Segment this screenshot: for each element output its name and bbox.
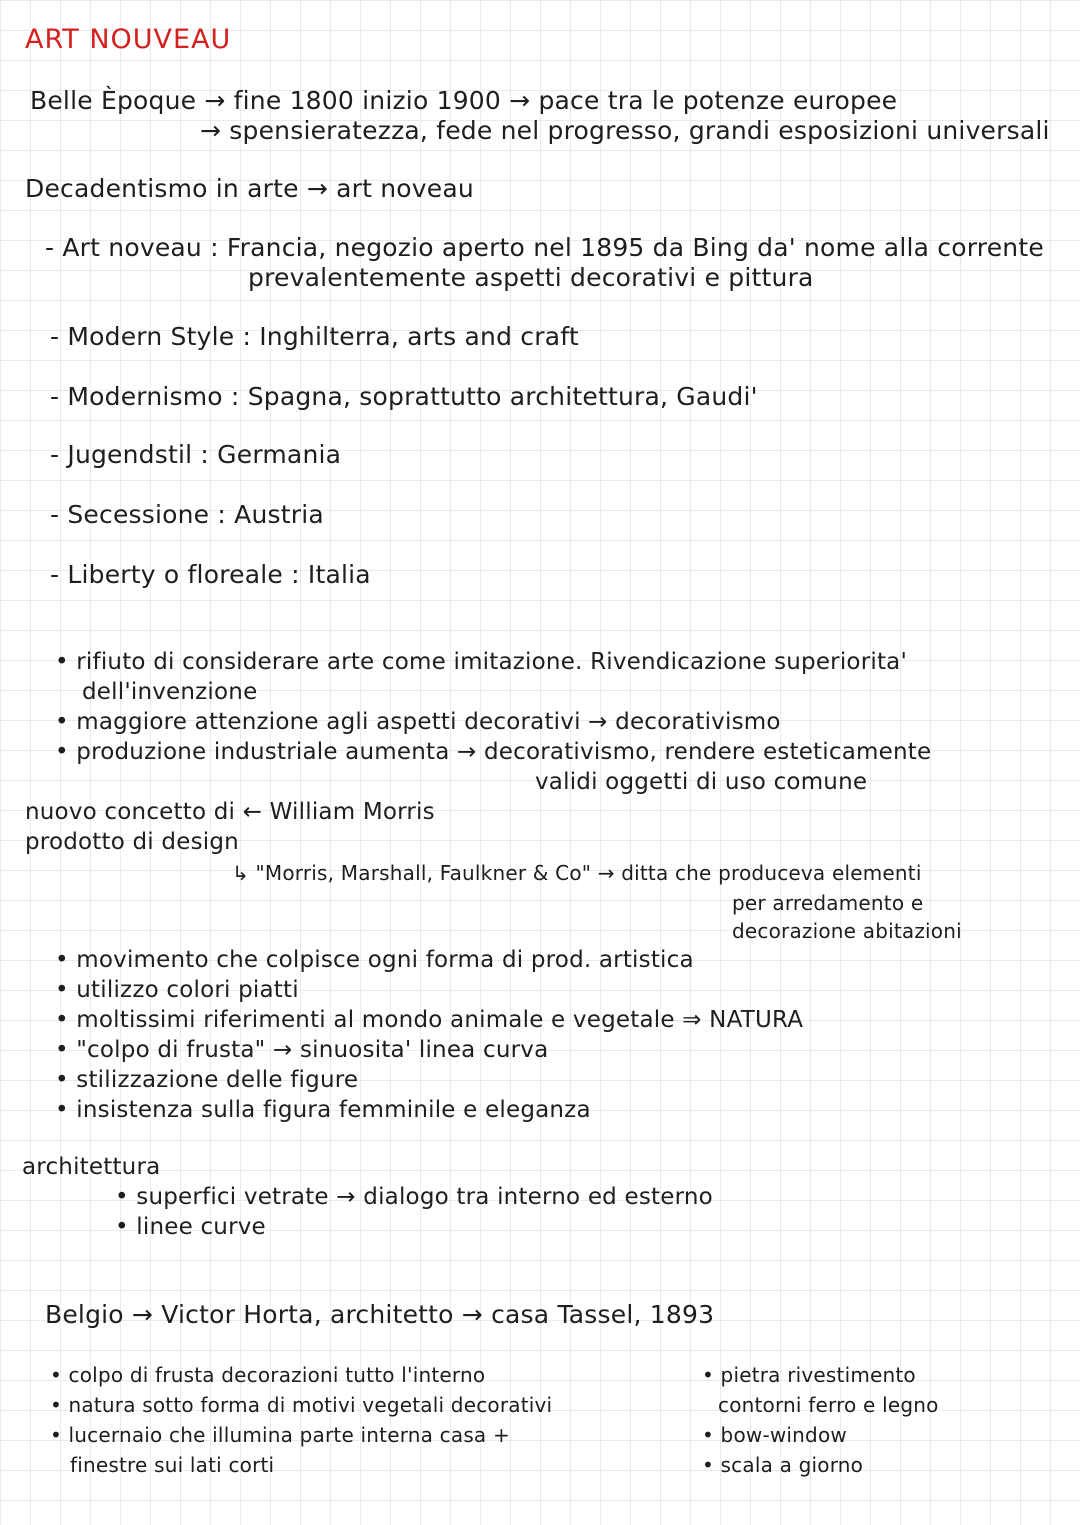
feature-list-1-item-3: • produzione industriale aumenta → decorativismo, rendere esteticamente xyxy=(55,739,932,765)
morris-company: ↳ "Morris, Marshall, Faulkner & Co" → ditta che produceva elementi xyxy=(232,861,922,885)
belgio-left-item-3: • lucernaio che illumina parte interna casa + xyxy=(50,1423,510,1447)
feature-list-2-item-2: • utilizzo colori piatti xyxy=(55,977,299,1003)
feature-list-1-item-2: • maggiore attenzione agli aspetti decorativi → decorativismo xyxy=(55,709,781,735)
feature-list-2-item-3: • moltissimi riferimenti al mondo animale e vegetale ⇒ NATURA xyxy=(55,1007,804,1033)
feature-list-1-item-1: • rifiuto di considerare arte come imitazione. Rivendicazione superiorita' xyxy=(55,649,907,675)
belgio-right-item-2: • bow-window xyxy=(702,1423,847,1447)
morris-company-cont-2: decorazione abitazioni xyxy=(732,919,962,943)
current-liberty: - Liberty o floreale : Italia xyxy=(50,560,371,589)
belgio-left-item-1: • colpo di frusta decorazioni tutto l'interno xyxy=(50,1363,486,1387)
belle-epoque-line-2: → spensieratezza, fede nel progresso, grandi esposizioni universali xyxy=(200,116,1050,145)
current-jugendstil: - Jugendstil : Germania xyxy=(50,440,342,469)
architettura-item-1: • superfici vetrate → dialogo tra interno ed esterno xyxy=(115,1184,713,1210)
belgio-right-item-1-cont: contorni ferro e legno xyxy=(718,1393,939,1417)
feature-list-1-item-3-cont: validi oggetti di uso comune xyxy=(535,769,868,795)
belle-epoque-line-1: Belle Èpoque → fine 1800 inizio 1900 → pace tra le potenze europee xyxy=(30,86,898,115)
current-art-noveau: - Art noveau : Francia, negozio aperto nel 1895 da Bing da' nome alla corrente xyxy=(45,233,1044,262)
feature-list-1-item-1-cont: dell'invenzione xyxy=(82,679,258,705)
current-secessione: - Secessione : Austria xyxy=(50,500,324,529)
morris-line-2: prodotto di design xyxy=(25,829,239,855)
belgio-right-item-1: • pietra rivestimento xyxy=(702,1363,916,1387)
current-modernismo: - Modernismo : Spagna, soprattutto architettura, Gaudi' xyxy=(50,382,758,411)
decadentismo-line: Decadentismo in arte → art noveau xyxy=(25,174,474,203)
belgio-left-item-2: • natura sotto forma di motivi vegetali decorativi xyxy=(50,1393,553,1417)
belgio-left-item-3-cont: finestre sui lati corti xyxy=(70,1453,275,1477)
page-title: ART NOUVEAU xyxy=(25,24,232,55)
feature-list-2-item-4: • "colpo di frusta" → sinuosita' linea curva xyxy=(55,1037,549,1063)
architettura-heading: architettura xyxy=(22,1154,161,1180)
feature-list-2-item-1: • movimento che colpisce ogni forma di prod. artistica xyxy=(55,947,694,973)
feature-list-2-item-6: • insistenza sulla figura femminile e eleganza xyxy=(55,1097,591,1123)
current-art-noveau-cont: prevalentemente aspetti decorativi e pittura xyxy=(248,263,814,292)
belgio-heading: Belgio → Victor Horta, architetto → casa Tassel, 1893 xyxy=(45,1300,715,1329)
morris-line-1: nuovo concetto di ← William Morris xyxy=(25,799,435,825)
architettura-item-2: • linee curve xyxy=(115,1214,266,1240)
current-modern-style: - Modern Style : Inghilterra, arts and craft xyxy=(50,322,579,351)
belgio-right-item-3: • scala a giorno xyxy=(702,1453,864,1477)
feature-list-2-item-5: • stilizzazione delle figure xyxy=(55,1067,359,1093)
morris-company-cont-1: per arredamento e xyxy=(732,891,924,915)
